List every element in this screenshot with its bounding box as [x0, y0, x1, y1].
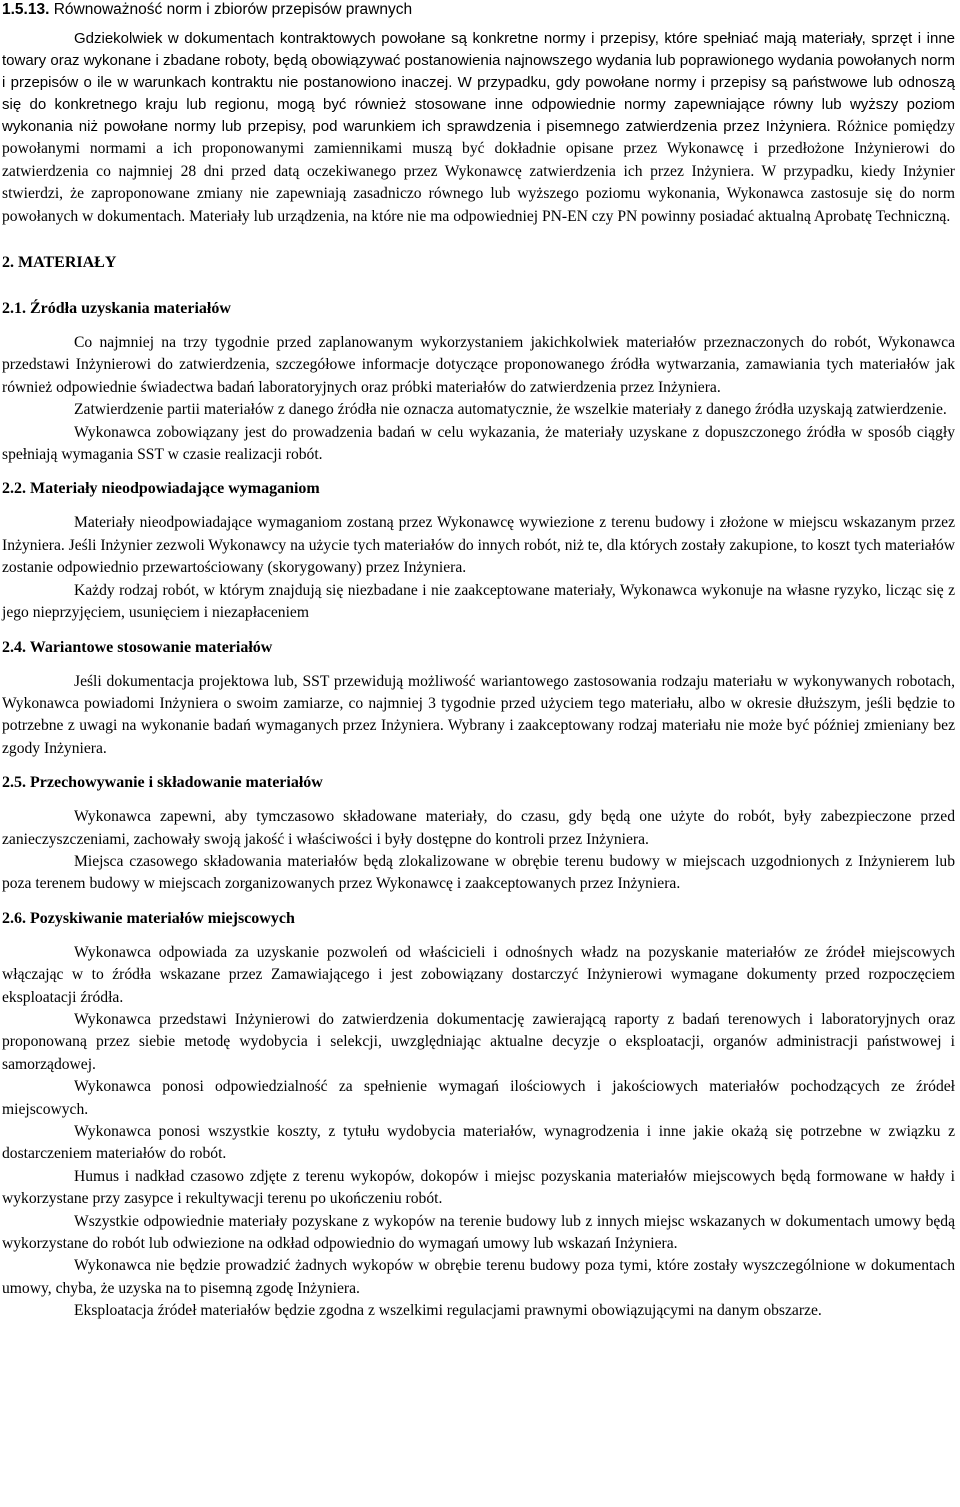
- paragraph: Wykonawca nie będzie prowadzić żadnych wykopów w obrębie terenu budowy poza tymi, które zostały wyszczególnione w dokumentach umowy, chyba, że uzyska na to pisemną zgodę Inżyniera.: [2, 1257, 955, 1297]
- paragraph: Każdy rodzaj robót, w którym znajdują się niezbadane i nie zaakceptowane materiały, Wykonawca wykonuje na własne ryzyko, licząc się z jego nieprzyjęciem, usunięciem i niezapłaceniem: [2, 581, 955, 622]
- paragraph: Wykonawca zapewni, aby tymczasowo składowane materiały, do czasu, gdy będą one użyte do robót, były zabezpieczone przed zanieczyszczeniami, zachowały swoją jakość i właściwości i były dostępne do kontroli przez Inżyniera.: [2, 808, 955, 848]
- section-heading: [2, 0, 955, 19]
- subsection-heading-2-2: 2.2. Materiały nieodpowiadające wymaganiom: [2, 480, 320, 498]
- paragraph: Wszystkie odpowiednie materiały pozyskane z wykopów na terenie budowy lub z innych miejsc wskazanych w dokumentach umowy będą wykorzystane do robót lub odwiezione na odkład odpowiednio do wymagań umowy lub wskazań Inżyniera.: [2, 1212, 955, 1253]
- section-title: Równoważność norm i zbiorów przepisów prawnych: [53, 1, 413, 18]
- paragraph: Wykonawca zobowiązany jest do prowadzenia badań w celu wykazania, że materiały uzyskane z dopuszczonego źródła w sposób ciągły spełniają wymagania SST w czasie realizacji robót.: [2, 423, 955, 464]
- subsection-heading-2-6: 2.6. Pozyskiwanie materiałów miejscowych: [2, 909, 295, 927]
- paragraph: Wykonawca ponosi odpowiedzialność za spełnienie wymagań ilościowych i jakościowych materiałów pochodzących ze źródeł miejscowych.: [2, 1078, 955, 1118]
- subsection-heading-2-5: 2.5. Przechowywanie i składowanie materiałów: [2, 774, 323, 792]
- intro-paragraph: Gdziekolwiek w dokumentach kontraktowych powołane są konkretne normy i przepisy, które spełniać mają materiały, sprzęt i inne towary oraz wykonane i zbadane roboty, będą obowiązywać postanowienia najnowszego wydania lub poprawionego wydania powołanych norm i przepisów o ile w warunkach kontraktu nie postanowiono inaczej. W przypadku, gdy powołane normy i przepisy są państwowe lub odnoszą się do konkretnego kraju lub regionu, mogą być również stosowane inne odpowiednie normy zapewniające równy lub wyższy poziom wykonania niż powołane normy lub przepisy, pod warunkiem ich sprawdzenia i pisemnego zatwierdzenia przez Inżyniera. Różnice pomiędzy powołanymi normami a ich proponowanymi zamiennikami muszą być dokładnie opisane przez Wykonawcę i przedłożone Inżynierowi do zatwierdzenia co najmniej 28 dni przed datą oczekiwanego przez Wykonawcę zatwierdzenia ich przez Inżyniera. W przypadku, kiedy Inżynier stwierdzi, że zaproponowane zmiany nie zapewniają zasadniczo równego lub wyższego poziomu wykonania, Wykonawca zastosuje się do norm powołanych w dokumentach. Materiały lub urządzenia, na które nie ma odpowiedniej PN-EN czy PN powinny posiadać aktualną Aprobatę Techniczną.: [2, 30, 955, 225]
- subsection-heading-2-4: 2.4. Wariantowe stosowanie materiałów: [2, 638, 273, 656]
- paragraph: Materiały nieodpowiadające wymaganiom zostaną przez Wykonawcę wywiezione z terenu budowy i złożone w miejscu wskazanym przez Inżyniera. Jeśli Inżynier zezwoli Wykonawcy na użycie tych materiałów do innych robót, niż te, dla których zostały zakupione, to koszt tych materiałów zostanie odpowiednio przewartościowany (skorygowany) przez Inżyniera.: [2, 514, 955, 577]
- paragraph: Co najmniej na trzy tygodnie przed zaplanowanym wykorzystaniem jakichkolwiek materiałów przeznaczonych do robót, Wykonawca przedstawi Inżynierowi do zatwierdzenia, szczegółowe informacje dotyczące proponowanego źródła wytwarzania, zamawiania tych materiałów jak również odpowiednie świadectwa badań laboratoryjnych oraz próbki materiałów do zatwierdzenia przez Inżyniera.: [2, 334, 955, 396]
- paragraph: Eksploatacja źródeł materiałów będzie zgodna z wszelkimi regulacjami prawnymi obowiązującymi na danym obszarze.: [74, 1302, 822, 1320]
- paragraph: Humus i nadkład czasowo zdjęte z terenu wykopów, dokopów i miejsc pozyskania materiałów miejscowych będą formowane w hałdy i wykorzystane przy zasypce i rekultywacji terenu po ukończeniu robót.: [2, 1167, 955, 1208]
- chapter-heading-materials: 2. MATERIAŁY: [2, 254, 117, 272]
- paragraph: Wykonawca ponosi wszystkie koszty, z tytułu wydobycia materiałów, wynagrodzenia i inne jakie okażą się potrzebne w związku z dostarczeniem materiałów do robót.: [2, 1123, 955, 1163]
- section-number: 1.5.13.: [2, 1, 50, 18]
- paragraph: Miejsca czasowego składowania materiałów będą zlokalizowane w obrębie terenu budowy w miejscach uzgodnionych z Inżynierem lub poza terenem budowy w miejscach zorganizowanych przez Wykonawcę i zaakceptowanych przez Inżyniera.: [2, 852, 955, 893]
- paragraph: Wykonawca odpowiada za uzyskanie pozwoleń od właścicieli i odnośnych władz na pozyskanie materiałów ze źródeł miejscowych włączając w to źródła wskazane przez Zamawiającego i jest zobowiązany dostarczyć Inżynierowi wymagane dokumenty przed rozpoczęciem eksploatacji źródła.: [2, 943, 955, 1006]
- paragraph: Zatwierdzenie partii materiałów z danego źródła nie oznacza automatycznie, że wszelkie materiały z danego źródła uzyskają zatwierdzenie.: [74, 401, 947, 419]
- subsection-heading-2-1: 2.1. Źródła uzyskania materiałów: [2, 300, 231, 318]
- paragraph: Jeśli dokumentacja projektowa lub, SST przewidują możliwość wariantowego zastosowania rodzaju materiału w wykonywanych robotach, Wykonawca powiadomi Inżyniera o swoim zamiarze, co najmniej 3 tygodnie przed użyciem tego materiału, albo w okresie dłuższym, jeśli będzie to potrzebne z uwagi na wykonanie badań wymaganych przez Inżyniera. Wybrany i zaakceptowany rodzaj materiału nie może być później zmieniany bez zgody Inżyniera.: [2, 672, 955, 757]
- paragraph: Wykonawca przedstawi Inżynierowi do zatwierdzenia dokumentację zawierającą raporty z badań terenowych i laboratoryjnych oraz proponowaną przez siebie metodę wydobycia i selekcji, uwzględniając aktualne decyzje o eksploatacji, organów administracji państwowej i samorządowej.: [2, 1010, 955, 1073]
